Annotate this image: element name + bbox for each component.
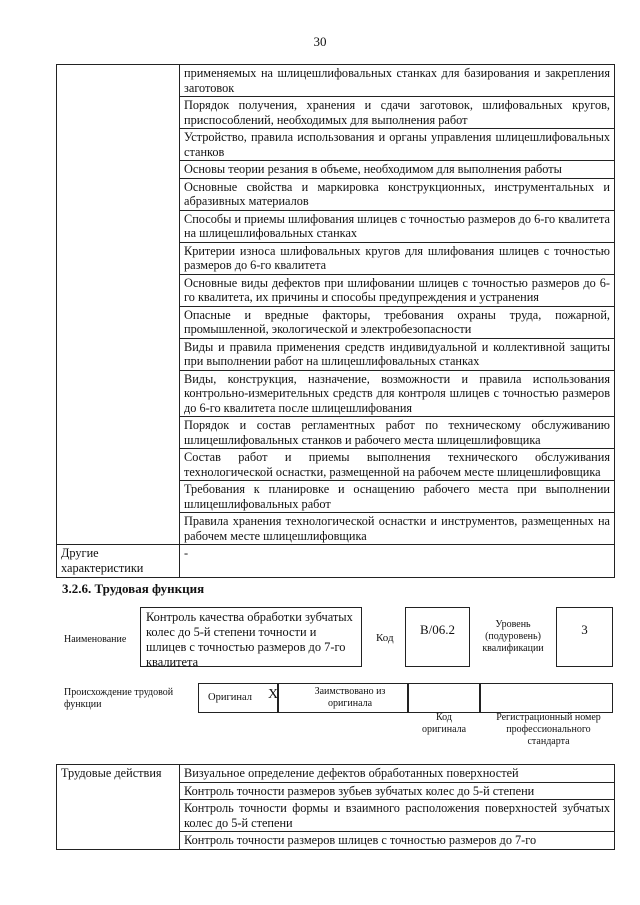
level-label: Уровень (подуровень) квалификации — [482, 619, 544, 654]
section-title: 3.2.6. Трудовая функция — [62, 581, 205, 596]
knowledge-item: Основы теории резания в объеме, необходимом для выполнения работы — [180, 161, 615, 179]
knowledge-item: Порядок получения, хранения и сдачи заготовок, шлифовальных кругов, приспособлений, необходимых для выполнения работ — [180, 97, 615, 129]
knowledge-item: Состав работ и приемы выполнения технического обслуживания технологической оснастки, размещенной на рабочем месте шлицешлифовщика — [180, 449, 615, 481]
knowledge-item: Требования к планировке и оснащению рабочего места при выполнении шлицешлифовальных работ — [180, 481, 615, 513]
other-characteristics-value: - — [180, 545, 615, 578]
knowledge-item: Основные свойства и маркировка конструкционных, инструментальных и абразивных материалов — [180, 178, 615, 210]
original-label: Оригинал — [208, 692, 252, 703]
knowledge-left-cell — [57, 65, 180, 545]
knowledge-item: Устройство, правила использования и органы управления шлицешлифовальных станков — [180, 129, 615, 161]
knowledge-item: Виды и правила применения средств индивидуальной и коллективной защиты при выполнении работ на шлицешлифовальных станках — [180, 338, 615, 370]
knowledge-item: Правила хранения технологической оснастки и инструментов, размещенных на рабочем месте шлицешлифовщика — [180, 513, 615, 545]
qualification-level-box: 3 — [556, 607, 613, 667]
actions-table — [56, 764, 615, 850]
knowledge-item: Основные виды дефектов при шлифовании шлицев с точностью размеров до 6-го квалитета, их причины и способы предупреждения и устранения — [180, 274, 615, 306]
name-label: Наименование — [64, 634, 127, 645]
knowledge-table — [56, 64, 615, 578]
registration-caption: Регистрационный номер профессионального стандарта — [496, 712, 601, 747]
original-code-cell — [408, 683, 480, 713]
knowledge-item: Виды, конструкция, назначение, возможности и правила использования контрольно-измерительных средств для контроля шлицев с точностью размеров до 6-го квалитета после шлицешлифования — [180, 370, 615, 417]
registration-number-cell — [480, 683, 613, 713]
knowledge-item: Способы и приемы шлифования шлицев с точностью размеров до 6-го квалитета на шлицешлифовальных станках — [180, 210, 615, 242]
knowledge-item: Порядок и состав регламентных работ по техническому обслуживанию шлицешлифовальных станков и рабочего места шлицешлифовщика — [180, 417, 615, 449]
knowledge-row — [57, 65, 615, 97]
action-row — [57, 765, 615, 783]
code-caption: Код оригинала — [421, 712, 467, 735]
action-item: Контроль точности размеров зубьев зубчатых колес до 5-й степени — [180, 782, 615, 800]
actions-label: Трудовые действия — [57, 765, 180, 850]
other-characteristics-row — [57, 545, 615, 578]
page-number: 30 — [313, 34, 327, 49]
action-item: Контроль точности формы и взаимного расположения поверхностей зубчатых колес до 5-й степени — [180, 800, 615, 832]
origin-label: Происхождение трудовой функции — [64, 687, 174, 710]
knowledge-item: применяемых на шлицешлифовальных станках для базирования и закрепления заготовок — [180, 65, 615, 97]
action-item: Визуальное определение дефектов обработанных поверхностей — [180, 765, 615, 783]
knowledge-item: Критерии износа шлифовальных кругов для шлифования шлицев с точностью размеров до 6-го квалитета — [180, 242, 615, 274]
borrowed-label: Заимствовано из оригинала — [314, 686, 386, 709]
action-item: Контроль точности размеров шлицев с точностью размеров до 7-го — [180, 832, 615, 850]
knowledge-item: Опасные и вредные факторы, требования охраны труда, пожарной, промышленной, экологической и электробезопасности — [180, 306, 615, 338]
code-label: Код — [376, 632, 394, 644]
function-name-box: Контроль качества обработки зубчатых колес до 5-й степени точности и шлицев с точностью размеров до 7-го квалитета — [140, 607, 362, 667]
other-characteristics-label: Другие характеристики — [57, 545, 180, 578]
function-code-box: B/06.2 — [405, 607, 470, 667]
original-mark: X — [268, 687, 279, 702]
